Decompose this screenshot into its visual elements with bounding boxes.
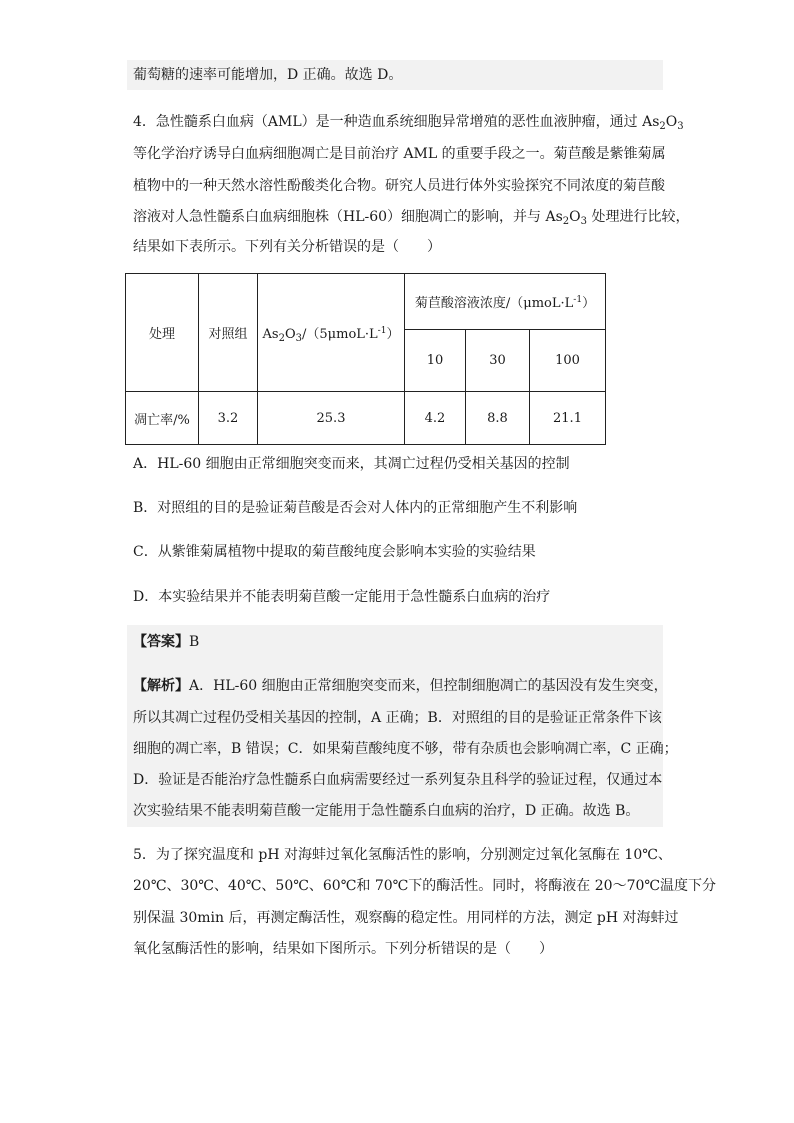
header-treatment: 处理	[126, 274, 199, 392]
answer-analysis-block	[127, 625, 678, 827]
cell-control: 3.2	[199, 392, 258, 445]
answer-label: 【答案】	[133, 634, 189, 650]
question-5-line-3: 别保温 30min 后，再测定酶活性，观察酶的稳定性。用同样的方法，测定 pH 对海蚌过	[133, 910, 679, 926]
answer-value: B	[189, 634, 200, 650]
answer-line	[133, 633, 199, 651]
header-conc-30: 30	[466, 330, 530, 392]
header-conc-100: 100	[530, 330, 606, 392]
analysis-label: 【解析】	[133, 678, 189, 694]
cell-conc-30: 8.8	[466, 392, 530, 445]
question-5-line-4: 氧化氢酶活性的影响，结果如下图所示。下列分析错误的是（ ）	[133, 941, 553, 957]
option-c: C．从紫锥菊属植物中提取的菊苣酸纯度会影响本实验的实验结果	[133, 544, 536, 560]
question-4-line-3: 植物中的一种天然水溶性酚酸类化合物。研究人员进行体外实验探究不同浓度的菊苣酸	[133, 178, 665, 194]
header-as2o3: $As_2O_3/(5\mu moL\cdot L^{-1})$	[258, 274, 405, 392]
option-d: D．本实验结果并不能表明菊苣酸一定能用于急性髓系白血病的治疗	[133, 589, 551, 605]
analysis-line-1: 【解析】A．HL-60 细胞由正常细胞突变而来，但控制细胞凋亡的基因没有发生突变，	[133, 678, 668, 694]
option-b: B．对照组的目的是验证菊苣酸是否会对人体内的正常细胞产生不利影响	[133, 500, 578, 516]
option-a: A．HL-60 细胞由正常细胞突变而来，其凋亡过程仍受相关基因的控制	[133, 456, 570, 472]
question-4-line-4: 溶液对人急性髓系白血病细胞株（HL-60）细胞凋亡的影响，并与 $As_2O_3$ 处理进行比较，	[133, 209, 690, 227]
apoptosis-table	[125, 273, 606, 445]
header-chicoric-acid: 菊苣酸溶液浓度$/(\mu moL\cdot L^{-1})$	[405, 274, 606, 330]
cell-as2o3: 25.3	[258, 392, 405, 445]
header-conc-10: 10	[405, 330, 466, 392]
cell-conc-100: 21.1	[530, 392, 606, 445]
header-control: 对照组	[199, 274, 258, 392]
analysis-line-5: 次实验结果不能表明菊苣酸一定能用于急性髓系白血病的治疗，D 正确。故选 B。	[133, 803, 640, 819]
question-4-line-2: 等化学治疗诱导白血病细胞凋亡是目前治疗 AML 的重要手段之一。菊苣酸是紫锥菊属	[133, 146, 666, 162]
analysis-line-2: 所以其凋亡过程仍受相关基因的控制，A 正确；B．对照组的目的是验证正常条件下该	[133, 710, 662, 726]
analysis-line-3: 细胞的凋亡率，B 错误；C．如果菊苣酸纯度不够，带有杂质也会影响凋亡率，C 正确；	[133, 741, 678, 757]
row-label-apoptosis-rate: 凋亡率/%	[126, 392, 199, 445]
question-5-line-1: 5．为了探究温度和 pH 对海蚌过氧化氢酶活性的影响，分别测定过氧化氢酶在 10℃、	[133, 847, 672, 863]
analysis-line-4: D．验证是否能治疗急性髓系白血病需要经过一系列复杂且科学的验证过程，仅通过本	[133, 772, 663, 788]
question-4-line-5: 结果如下表所示。下列有关分析错误的是（ ）	[133, 239, 441, 255]
question-4-line-1: 4．急性髓系白血病（AML）是一种造血系统细胞异常增殖的恶性血液肿瘤，通过 $As_2O_3$	[133, 114, 684, 132]
cell-conc-10: 4.2	[405, 392, 466, 445]
question-5-line-2: 20℃、30℃、40℃、50℃、60℃和 70℃下的酶活性。同时，将酶液在 20～70℃温度下分	[133, 878, 717, 894]
previous-answer-text: 葡萄糖的速率可能增加，D 正确。故选 D。	[133, 67, 403, 83]
previous-answer-block	[127, 60, 663, 90]
